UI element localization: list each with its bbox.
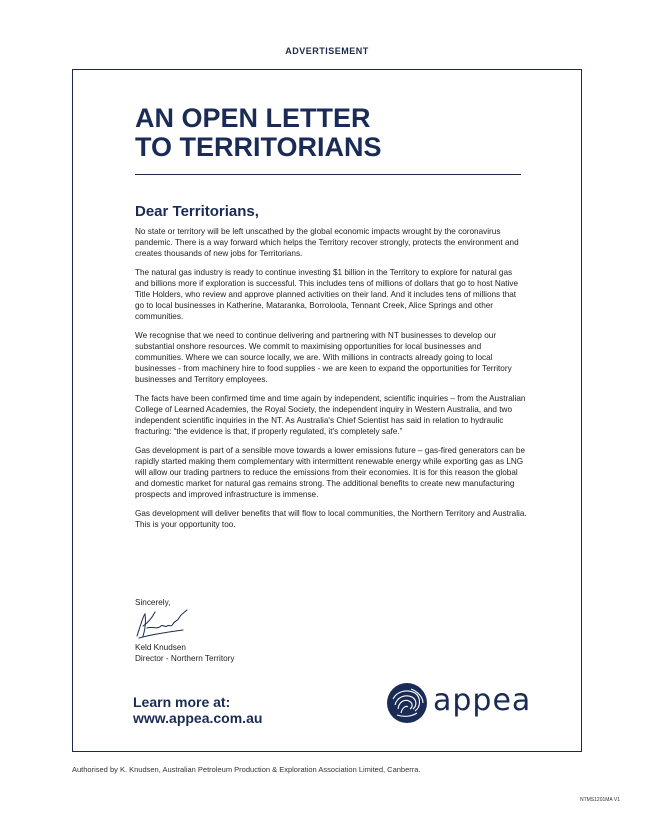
paragraph: The facts have been confirmed time and time again by independent, scientific inquiries – from the Australian College of Learned Academies, the Royal Society, the independent inquiry in Western Australia, and two independent scientific inquiries in the NT. As Australia's Chief Scientist has said in relation to hydraulic fracturing: “the evidence is that, if properly regulated, it's completely safe.” xyxy=(135,394,526,436)
signer-title: Director - Northern Territory xyxy=(135,654,235,663)
paragraph: Gas development is part of a sensible move towards a lower emissions future – gas-fired generators can be rapidly started making them complementary with intermittent renewable energy while exporting gas as LNG will allow our trading partners to reduce the emissions from their economies. It is for this reason the global and domestic market for natural gas remains strong. The additional benefits to create new manufacturing prospects and improved infrastructure is immense. xyxy=(135,446,526,499)
divider xyxy=(135,174,521,175)
advertisement-label: ADVERTISEMENT xyxy=(285,46,369,56)
signoff: Sincerely, xyxy=(135,598,171,607)
letter-body xyxy=(135,226,527,538)
learn-more xyxy=(133,694,262,726)
letter-frame xyxy=(72,69,582,752)
signer-name: Keld Knudsen xyxy=(135,643,186,652)
learn-more-label: Learn more at: xyxy=(133,694,231,710)
headline-line-2: TO TERRITORIANS xyxy=(135,132,382,162)
logo-wordmark: appea xyxy=(433,683,532,718)
greeting: Dear Territorians, xyxy=(135,203,259,220)
paragraph: No state or territory will be left unscathed by the global economic impacts wrought by the coronavirus pandemic. There is a way forward which helps the Territory recover strongly, protects the environment and creates thousands of new jobs for Territorians. xyxy=(135,227,519,258)
authorisation-statement: Authorised by K. Knudsen, Australian Petroleum Production & Exploration Association Limited, Canberra. xyxy=(72,765,421,774)
signature-image xyxy=(133,606,193,642)
fingerprint-globe-icon xyxy=(385,681,429,725)
appea-logo xyxy=(385,681,535,727)
paragraph: Gas development will deliver benefits that will flow to local communities, the Northern Territory and Australia. This is your opportunity too. xyxy=(135,509,527,529)
headline xyxy=(135,104,382,162)
reference-code: NTMS1201MA V1 xyxy=(579,797,620,803)
headline-line-1: AN OPEN LETTER xyxy=(135,103,371,133)
website-link[interactable]: www.appea.com.au xyxy=(133,710,263,726)
signer-block xyxy=(135,642,234,664)
paragraph: The natural gas industry is ready to continue investing $1 billion in the Territory to explore for natural gas and billions more if exploration is successful. This includes tens of millions of dollars that go to host Native Title Holders, who review and approve planned activities on their land. And it includes tens of millions that go to local businesses in Katherine, Mataranka, Borroloola, Tennant Creek, Alice Springs and other communities. xyxy=(135,268,519,321)
paragraph: We recognise that we need to continue delivering and partnering with NT businesses to develop our substantial onshore resources. We commit to maximising opportunities for local businesses and communities. Where we can source locally, we are. With millions in contracts already going to local businesses - from machinery hire to food supplies - we are keen to expand the opportunities for Territory businesses and Territory employees. xyxy=(135,331,512,384)
